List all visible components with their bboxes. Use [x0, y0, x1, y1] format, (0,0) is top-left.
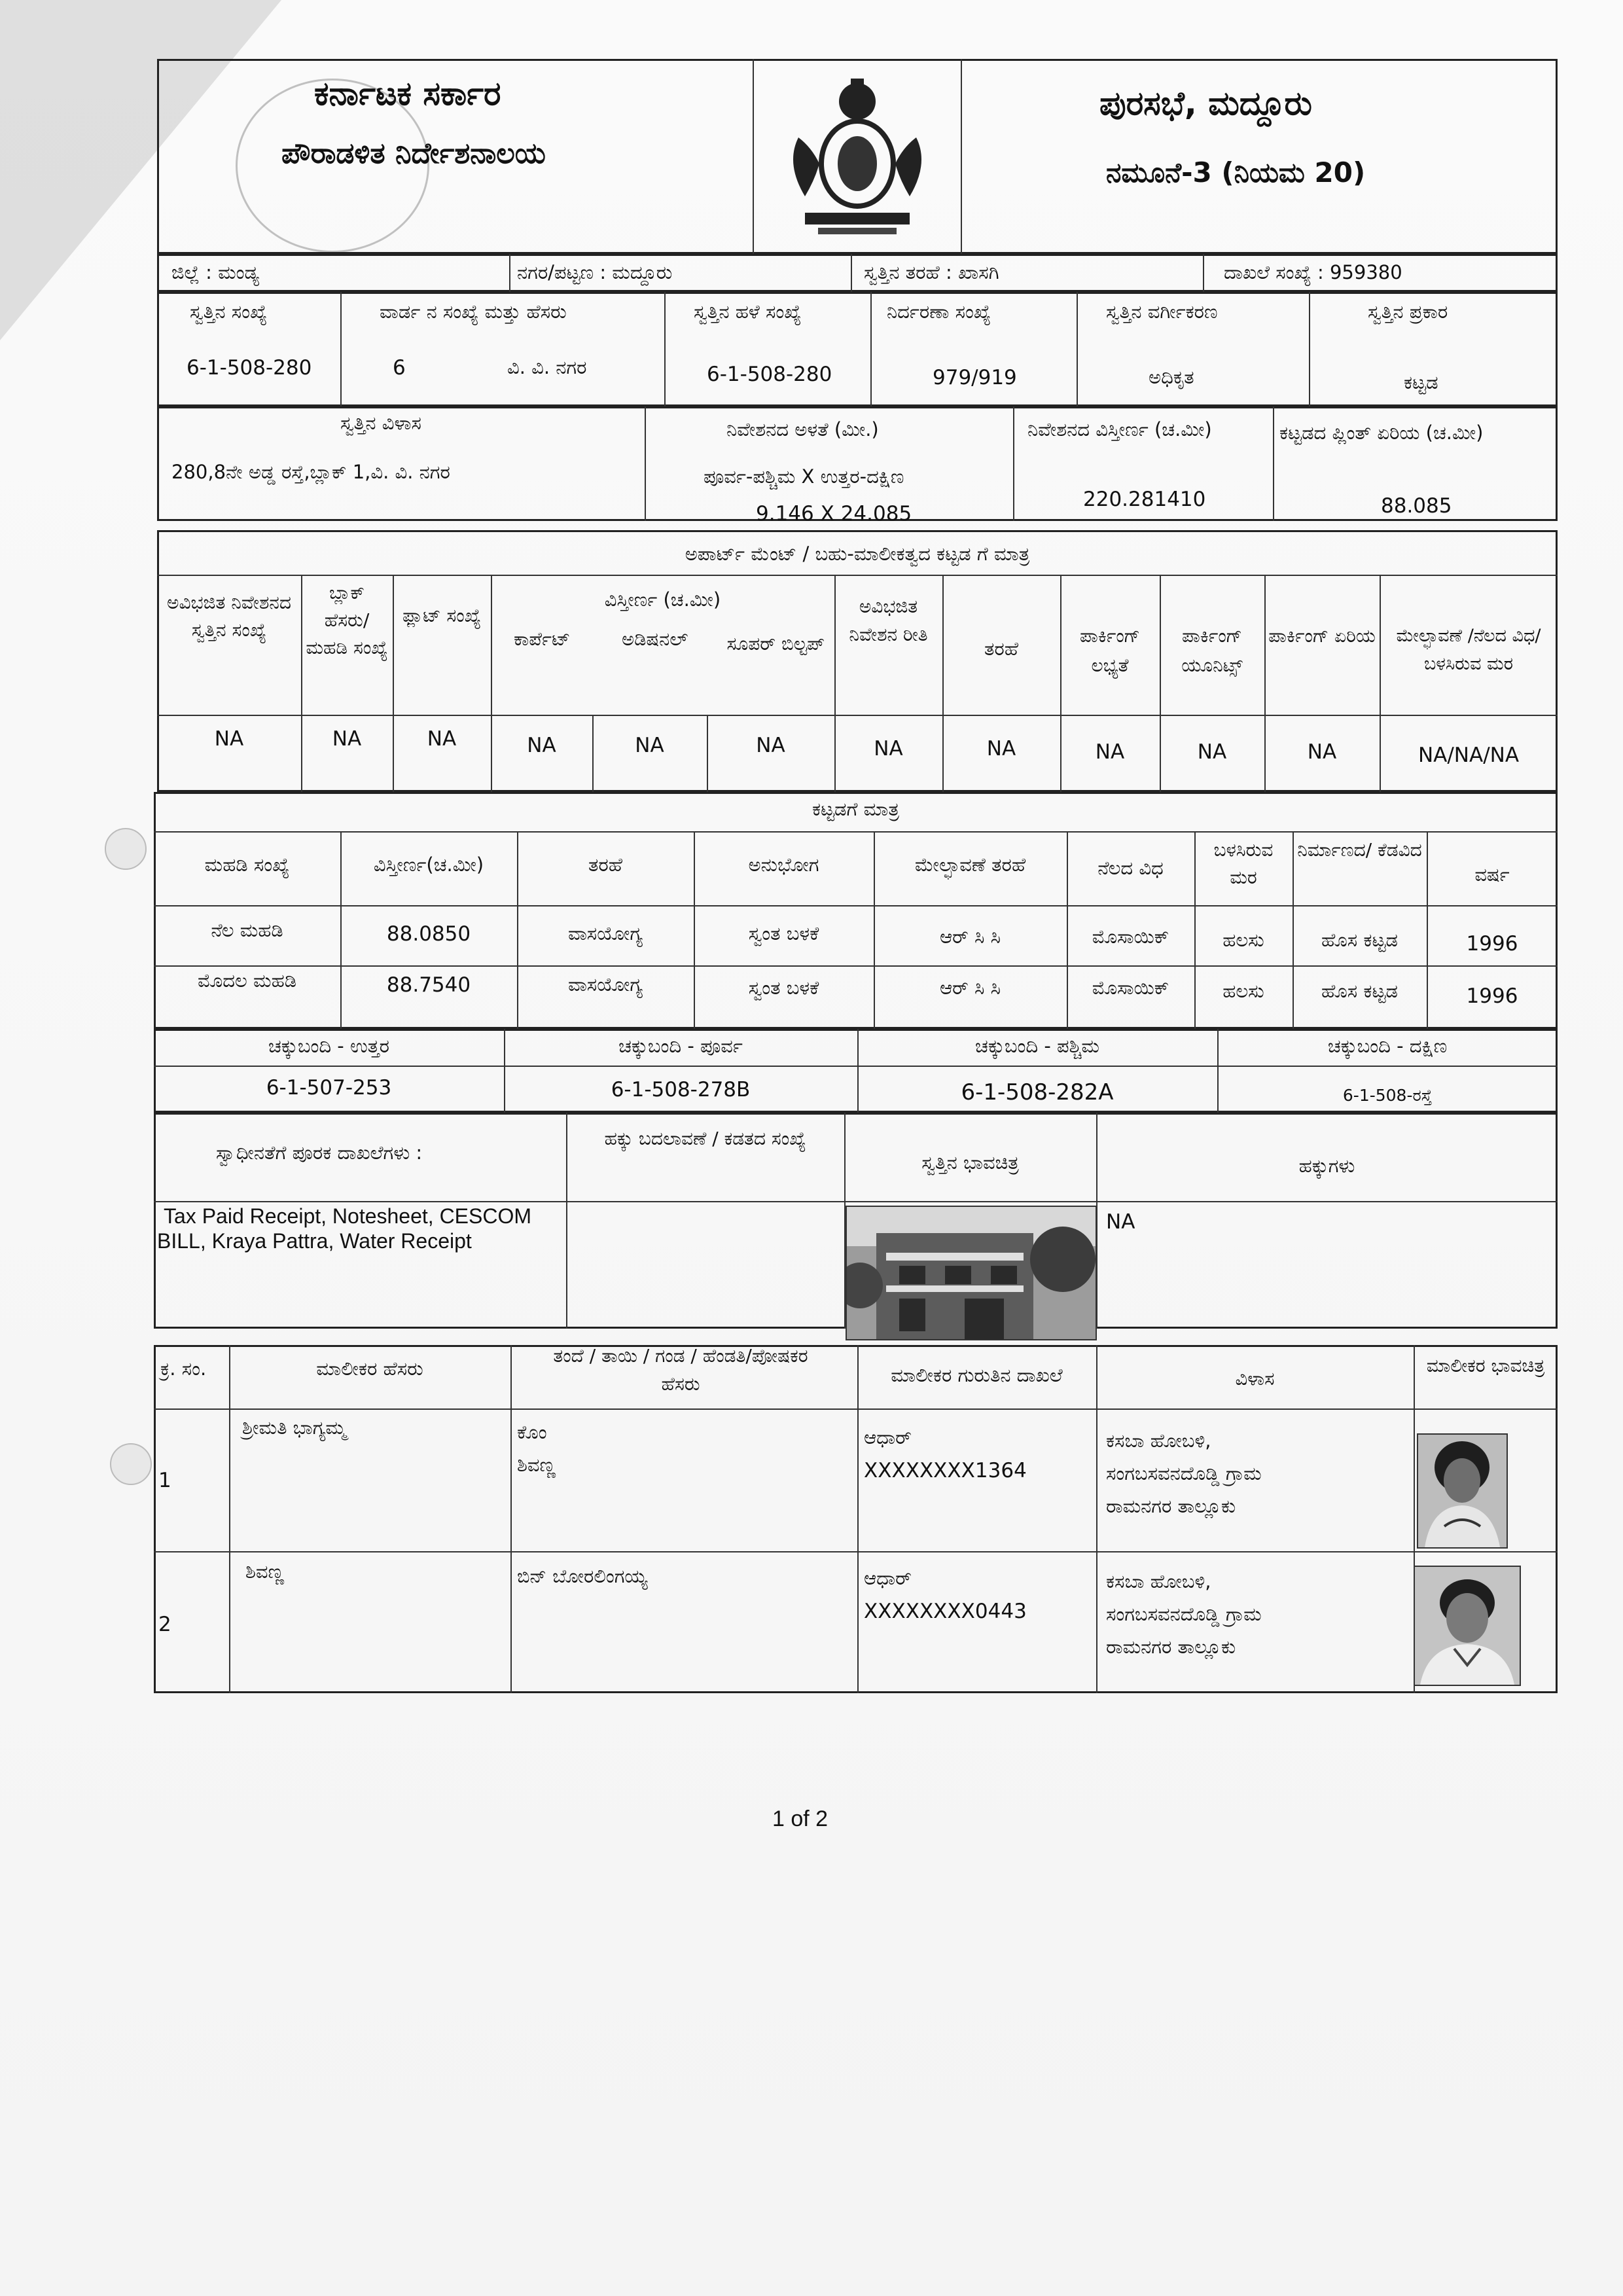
- header-roof-type: ಮೇಲ್ಛಾವಣೆ ತರಹೆ: [914, 853, 1026, 876]
- header-construction: ನಿರ್ಮಾಣದ/ ಕೆಡವಿದ: [1297, 839, 1422, 861]
- header-owner-id: ಮಾಲೀಕರ ಗುರುತಿನ ದಾಖಲೆ: [891, 1364, 1063, 1386]
- header-year: ವರ್ಷ: [1474, 863, 1510, 886]
- header-kind: ತರಹೆ: [984, 637, 1018, 660]
- header-address: ಸ್ವತ್ತಿನ ವಿಳಾಸ: [340, 412, 421, 434]
- district-field: ಜಿಲ್ಲೆ : ಮಂಡ್ಯ: [171, 261, 259, 283]
- owner-id-type: ಆಧಾರ್: [864, 1426, 912, 1448]
- form-number: ನಮೂನೆ-3 (ನಿಯಮ 20): [1106, 156, 1366, 188]
- floor-kind: ವಾಸಯೋಗ್ಯ: [567, 973, 643, 996]
- property-type-field: ಸ್ವತ್ತಿನ ತರಹೆ : ಖಾಸಗಿ: [864, 261, 999, 283]
- apt-value: NA: [527, 734, 556, 757]
- header-owner-photo: ಮಾಲೀಕರ ಭಾವಚಿತ್ರ: [1426, 1355, 1545, 1376]
- property-address: 280,8ನೇ ಅಡ್ಡ ರಸ್ತೆ,ಬ್ಲಾಕ್ 1,ವಿ. ವಿ. ನಗರ: [171, 461, 450, 483]
- header-additional: ಅಡಿಷನಲ್: [622, 628, 688, 650]
- header-owner-address: ವಿಳಾಸ: [1235, 1367, 1275, 1390]
- site-area-value: 220.281410: [1083, 488, 1206, 511]
- floor-wood: ಹಲಸು: [1222, 929, 1264, 951]
- header-assessment-no: ನಿರ್ದರಣಾ ಸಂಖ್ಯೆ: [887, 300, 991, 323]
- owner-id-type: ಆಧಾರ್: [864, 1567, 912, 1589]
- owner-address-line1: ಕಸಬಾ ಹೋಬಳಿ,: [1106, 1429, 1211, 1452]
- owner-address-line2: ಸಂಗಬಸವನದೊಡ್ಡಿ ಗ್ರಾಮ: [1106, 1603, 1262, 1625]
- floor-construction: ಹೊಸ ಕಟ್ಟಡ: [1321, 980, 1398, 1002]
- floor-roof: ಆರ್ ಸಿ ಸಿ: [939, 925, 1001, 948]
- apt-value: NA: [635, 734, 664, 757]
- header-boundary-north: ಚಕ್ಕುಬಂದಿ - ಉತ್ತರ: [268, 1035, 389, 1057]
- building-title: ಕಟ್ಟಡಗೆ ಮಾತ್ರ: [812, 798, 900, 820]
- apt-value: NA/NA/NA: [1418, 744, 1520, 767]
- header-owner-name: ಮಾಲೀಕರ ಹೆಸರು: [316, 1357, 423, 1380]
- header-supporting-docs: ಸ್ವಾಧೀನತೆಗೆ ಪೂರಕ ದಾಖಲೆಗಳು :: [216, 1141, 423, 1164]
- govt-title: ಕರ್ನಾಟಕ ಸರ್ಕಾರ: [314, 75, 501, 113]
- header-floor: ಮಹಡಿ ಸಂಖ್ಯೆ: [204, 853, 290, 876]
- floor-flooring: ಮೊಸಾಯಿಕ್: [1092, 977, 1169, 999]
- header-kind: ತರಹೆ: [588, 853, 622, 876]
- assessment-number: 979/919: [933, 366, 1017, 389]
- floor-flooring: ಮೊಸಾಯಿಕ್: [1092, 925, 1169, 948]
- owner-photo: [1414, 1566, 1521, 1686]
- page-number: 1 of 2: [772, 1806, 829, 1831]
- header-plinth-area: ಕಟ್ಟಡದ ಪ್ಲಿಂತ್ ಏರಿಯ (ಚ.ಮೀ): [1279, 422, 1484, 444]
- header-relation-name: ತಂದೆ / ತಾಯಿ / ಗಂಡ / ಹೆಂಡತಿ/ಪೋಷಕರ ಹೆಸರು: [553, 1345, 808, 1395]
- header-boundary-east: ಚಕ್ಕುಬಂದಿ - ಪೂರ್ವ: [618, 1035, 743, 1057]
- dimension-label: ಪೂರ್ವ-ಪಶ್ಚಿಮ X ಉತ್ತರ-ದಕ್ಷಿಣ: [704, 465, 904, 488]
- owner-address-line3: ರಾಮನಗರ ತಾಲ್ಲೂಕು: [1106, 1495, 1236, 1517]
- owner-relation-name: ಶಿವಣ್ಣ: [517, 1454, 556, 1476]
- header-undivided-no: ಅವಿಭಜಿತ ನಿವೇಶನದ ಸ್ವತ್ತಿನ ಸಂಖ್ಯೆ: [167, 592, 291, 641]
- header-boundary-west: ಚಕ್ಕುಬಂದಿ - ಪಶ್ಚಿಮ: [975, 1035, 1099, 1057]
- apt-value: NA: [332, 727, 362, 751]
- header-roof-floor-wood: ಮೇಲ್ಛಾವಣೆ /ನೆಲದ ವಿಧ/ಬಳಸಿರುವ ಮರ: [1396, 626, 1541, 675]
- header-site-dimension: ನಿವೇಶನದ ಅಳತೆ (ಮೀ.): [726, 418, 879, 440]
- owner-address-line3: ರಾಮನಗರ ತಾಲ್ಲೂಕು: [1106, 1636, 1236, 1658]
- owner-relation: ಬಿನ್ ಬೋರಲಿಂಗಯ್ಯ: [517, 1565, 648, 1587]
- boundary-east: 6-1-508-278B: [611, 1078, 751, 1102]
- header-mutation-file-no: ಹಕ್ಕು ಬದಲಾವಣೆ / ಕಡತದ ಸಂಖ್ಯೆ: [604, 1128, 806, 1149]
- floor-kind: ವಾಸಯೋಗ್ಯ: [567, 922, 643, 944]
- apt-value: NA: [986, 737, 1016, 761]
- header-serial-no: ಕ್ರ. ಸಂ.: [160, 1357, 207, 1380]
- town-field: ನಗರ/ಪಟ್ಟಣ : ಮದ್ದೂರು: [517, 261, 673, 283]
- apt-value: NA: [1095, 740, 1125, 764]
- floor-wood: ಹಲಸು: [1222, 980, 1264, 1002]
- owner-address-line1: ಕಸಬಾ ಹೋಬಳಿ,: [1106, 1570, 1211, 1592]
- supporting-docs-line1: Tax Paid Receipt, Notesheet, CESCOM: [164, 1204, 532, 1228]
- owner-name: ಶ್ರೀಮತಿ ಭಾಗ್ಯಮ್ಮ: [242, 1416, 346, 1439]
- header-rights: ಹಕ್ಕುಗಳು: [1298, 1155, 1355, 1177]
- type-value: ಕಟ್ಟಡ: [1404, 371, 1438, 393]
- floor-year: 1996: [1466, 932, 1518, 956]
- property-id-table: [157, 292, 1558, 406]
- floor-roof: ಆರ್ ಸಿ ಸಿ: [939, 977, 1001, 999]
- apt-value: NA: [756, 734, 785, 757]
- old-property-number: 6-1-508-280: [707, 363, 832, 386]
- apt-value: NA: [427, 727, 457, 751]
- header-area: ವಿಸ್ತೀರ್ಣ (ಚ.ಮೀ): [604, 588, 721, 611]
- header-classification: ಸ್ವತ್ತಿನ ವರ್ಗೀಕರಣ: [1106, 300, 1218, 323]
- header-ward: ವಾರ್ಡ ನ ಸಂಖ್ಯೆ ಮತ್ತು ಹೆಸರು: [380, 300, 567, 323]
- owner-serial: 2: [158, 1613, 171, 1636]
- header-undivided-manner: ಅವಿಭಜಿತ ನಿವೇಶನ ರೀತಿ: [849, 596, 928, 646]
- floor-construction: ಹೊಸ ಕಟ್ಟಡ: [1321, 929, 1398, 951]
- header-floor-area: ವಿಸ್ತೀರ್ಣ(ಚ.ಮೀ): [373, 853, 484, 876]
- apartment-title: ಅಪಾರ್ಟ್ ಮೆಂಟ್ / ಬಹು-ಮಾಲೀಕತ್ವದ ಕಟ್ಟಡ ಗೆ ಮಾತ್ರ: [685, 543, 1030, 565]
- boundary-south: 6-1-508-ರಸ್ತೆ: [1342, 1086, 1433, 1105]
- ward-name: ವಿ. ವಿ. ನಗರ: [507, 356, 587, 378]
- property-number: 6-1-508-280: [187, 356, 312, 380]
- floor-year: 1996: [1466, 984, 1518, 1008]
- ward-number: 6: [393, 356, 406, 380]
- owner-address-line2: ಸಂಗಬಸವನದೊಡ್ಡಿ ಗ್ರಾಮ: [1106, 1462, 1262, 1484]
- header-parking-availability: ಪಾರ್ಕಿಂಗ್ ಲಭ್ಯತೆ: [1079, 625, 1141, 676]
- owner-id-number: XXXXXXXX0443: [864, 1600, 1027, 1623]
- header-boundary-south: ಚಕ್ಕುಬಂದಿ - ದಕ್ಷಿಣ: [1327, 1035, 1448, 1057]
- dimension-value: 9.146 X 24.085: [756, 502, 912, 526]
- supporting-docs-line2: BILL, Kraya Pattra, Water Receipt: [157, 1229, 472, 1253]
- apt-value: NA: [1307, 740, 1337, 764]
- floor-area: 88.0850: [386, 922, 471, 946]
- header-site-area: ನಿವೇಶನದ ವಿಸ್ತೀರ್ಣ (ಚ.ಮೀ): [1027, 418, 1212, 440]
- header-type: ಸ್ವತ್ತಿನ ಪ್ರಕಾರ: [1368, 300, 1448, 323]
- header-usage: ಅನುಭೋಗ: [748, 853, 819, 876]
- boundary-north: 6-1-507-253: [266, 1076, 392, 1100]
- floor-name: ನೆಲ ಮಹಡಿ: [211, 919, 283, 941]
- header-property-no: ಸ್ವತ್ತಿನ ಸಂಖ್ಯೆ: [190, 300, 268, 323]
- owner-serial: 1: [158, 1469, 171, 1492]
- owner-name: ಶಿವಣ್ಣ: [245, 1560, 285, 1583]
- property-photo: [846, 1206, 1097, 1340]
- header-floor-type: ನೆಲದ ವಿಧ: [1097, 857, 1164, 879]
- punch-hole-top: [105, 828, 147, 870]
- apt-value: NA: [214, 727, 244, 751]
- classification-value: ಅಧಿಕೃತ: [1149, 366, 1194, 388]
- floor-name: ಮೊದಲ ಮಹಡಿ: [198, 969, 296, 992]
- rights-value: NA: [1106, 1210, 1135, 1234]
- floor-usage: ಸ್ವಂತ ಬಳಕೆ: [748, 922, 819, 944]
- owners-table: [154, 1345, 1558, 1693]
- header-property-photo: ಸ್ವತ್ತಿನ ಭಾವಚಿತ್ರ: [921, 1151, 1019, 1174]
- header-flat: ಫ್ಲಾಟ್ ಸಂಖ್ಯೆ: [402, 605, 482, 626]
- apt-value: NA: [1197, 740, 1227, 764]
- header-super-builtup: ಸೂಪರ್ ಬಿಲ್ಟಪ್: [726, 633, 825, 655]
- apt-value: NA: [874, 737, 903, 761]
- municipality-title: ಪುರಸಭೆ, ಮದ್ದೂರು: [1099, 84, 1312, 122]
- boundary-west: 6-1-508-282A: [961, 1079, 1114, 1105]
- header-parking-units: ಪಾರ್ಕಿಂಗ್ ಯೂನಿಟ್ಸ್: [1181, 625, 1243, 676]
- owner-relation: ಕೊಂ: [517, 1421, 547, 1443]
- header-carpet: ಕಾರ್ಪೆಟ್: [514, 628, 571, 650]
- floor-usage: ಸ್ವಂತ ಬಳಕೆ: [748, 977, 819, 999]
- directorate-title: ಪೌರಾಡಳಿತ ನಿರ್ದೇಶನಾಲಯ: [281, 137, 546, 170]
- record-number-field: ದಾಖಲೆ ಸಂಖ್ಯೆ : 959380: [1224, 261, 1402, 283]
- plinth-area-value: 88.085: [1381, 494, 1452, 518]
- header-parking-area: ಪಾರ್ಕಿಂಗ್ ಏರಿಯ: [1268, 625, 1376, 647]
- header-block: ಬ್ಲಾಕ್ ಹೆಸರು/ ಮಹಡಿ ಸಂಖ್ಯೆ: [306, 582, 388, 658]
- punch-hole-bottom: [110, 1443, 152, 1485]
- header-wood: ಬಳಸಿರುವ ಮರ: [1213, 839, 1274, 888]
- floor-area: 88.7540: [386, 973, 471, 997]
- state-emblem: [779, 65, 936, 249]
- owner-photo: [1417, 1433, 1508, 1549]
- header-old-no: ಸ್ವತ್ತಿನ ಹಳೆ ಸಂಖ್ಯೆ: [694, 300, 802, 323]
- owner-id-number: XXXXXXXX1364: [864, 1459, 1027, 1482]
